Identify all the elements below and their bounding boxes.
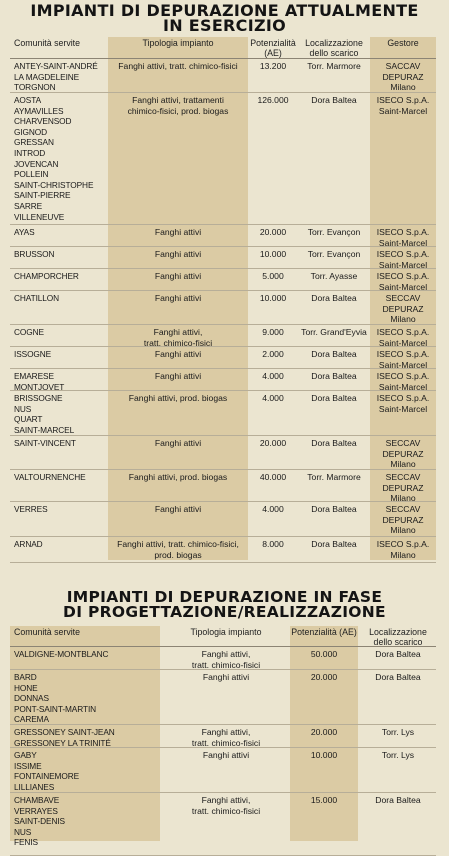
tipologia-line: Fanghi attivi, tratt. chimico-fisici, [117, 539, 239, 549]
cell-gestore [370, 349, 436, 370]
section1-title-line2: IN ESERCIZIO [162, 16, 287, 35]
cell-comunita [14, 504, 110, 515]
table-row [10, 725, 436, 748]
cell-localizzazione [298, 438, 370, 449]
localizzazione-line: Torr. Lys [381, 727, 415, 737]
cell-tipologia [108, 227, 248, 238]
comunita-line: INTROD [14, 147, 46, 158]
cell-potenzialita: 126.000 [257, 95, 289, 105]
table-row [10, 647, 436, 670]
comunita-line: QUART [14, 414, 43, 425]
cell-localizzazione [360, 727, 436, 738]
localizzazione-line: Dora Baltea [311, 371, 357, 381]
gestore-line: DEPURAZ [382, 482, 424, 493]
gestore-line: ISECO S.p.A. [376, 539, 430, 549]
comunita-line: BARD [14, 672, 37, 682]
cell-potenzialita: 9.000 [262, 327, 284, 337]
cell-comunita [14, 649, 154, 660]
comunita-line: JOVENCAN [14, 158, 59, 169]
comunita-line: SAINT-DENIS [14, 816, 65, 827]
tipologia-line: Fanghi attivi, [153, 327, 203, 337]
gestore-line: ISECO S.p.A. [376, 95, 430, 105]
tipologia-line: Fanghi attivi, [201, 795, 251, 805]
cell-potenzialita: 4.000 [262, 393, 284, 403]
cell-tipologia [165, 672, 287, 683]
comunita-line: CHATILLON [14, 293, 60, 303]
gestore-line: Milano [390, 493, 416, 504]
cell-potenzialita: 20.000 [259, 438, 287, 448]
header-localizzazione: Localizzazione dello scarico [305, 38, 363, 58]
cell-comunita [14, 750, 154, 792]
cell-potenzialita: 5.000 [262, 271, 284, 281]
gestore-line: Milano [390, 459, 416, 470]
cell-gestore [370, 504, 436, 536]
header-comunita: Comunità servite [14, 627, 81, 637]
localizzazione-line: Dora Baltea [375, 795, 421, 805]
tipologia-line: Fanghi attivi [154, 504, 202, 514]
comunita-line: VILLENEUVE [14, 211, 65, 222]
gestore-line: Saint-Marcel [378, 381, 428, 392]
localizzazione-line: Torr. Ayasse [310, 271, 358, 281]
gestore-line: SECCAV [385, 293, 421, 303]
table-row [10, 436, 436, 470]
gestore-line: ISECO S.p.A. [376, 349, 430, 359]
table-row [10, 347, 436, 369]
comunita-line: SAINT-PIERRE [14, 190, 71, 201]
comunita-line: GIGNOD [14, 126, 48, 137]
cell-tipologia [108, 61, 248, 72]
cell-tipologia [108, 95, 248, 116]
localizzazione-line: Dora Baltea [311, 539, 357, 549]
cell-comunita [14, 271, 110, 282]
header-localizzazione: Localizzazione dello scarico [369, 627, 427, 647]
section2-title [0, 590, 449, 620]
table-row [10, 670, 436, 725]
cell-localizzazione [298, 61, 370, 72]
cell-tipologia [108, 249, 248, 260]
gestore-line: Saint-Marcel [378, 281, 428, 292]
cell-localizzazione [298, 371, 370, 382]
cell-gestore [370, 539, 436, 560]
section1-title-line1: IMPIANTI DI DEPURAZIONE ATTUALMENTE [30, 1, 419, 20]
header-gestore: Gestore [387, 38, 419, 48]
gestore-line: Saint-Marcel [378, 403, 428, 414]
localizzazione-line: Torr. Marmore [307, 472, 361, 482]
cell-comunita [14, 349, 110, 360]
gestore-line: Saint-Marcel [378, 337, 428, 348]
tipologia-line: Fanghi attivi [154, 438, 202, 448]
tipologia-line: Fanghi attivi [154, 371, 202, 381]
tipologia-line: Fanghi attivi [154, 349, 202, 359]
comunita-line: LILLIANES [14, 781, 55, 792]
cell-tipologia [108, 271, 248, 282]
gestore-line: DEPURAZ [382, 303, 424, 314]
gestore-line: ISECO S.p.A. [376, 271, 430, 281]
comunita-line: SARRE [14, 200, 43, 211]
comunita-line: GABY [14, 750, 37, 760]
cell-potenzialita: 20.000 [310, 672, 338, 682]
section2-title-line2: DI PROGETTAZIONE/REALIZZAZIONE [63, 603, 386, 621]
localizzazione-line: Dora Baltea [375, 649, 421, 659]
cell-gestore [370, 472, 436, 504]
gestore-line: SECCAV [385, 438, 421, 448]
cell-potenzialita: 4.000 [262, 371, 284, 381]
cell-comunita [14, 727, 154, 748]
comunita-line: CHAMBAVE [14, 795, 60, 805]
table-row [10, 502, 436, 537]
comunita-line: ANTEY-SAINT-ANDRÉ [14, 61, 98, 71]
tipologia-line: Fanghi attivi [154, 271, 202, 281]
table-row [10, 59, 436, 93]
cell-tipologia [165, 727, 287, 748]
gestore-line: Saint-Marcel [378, 259, 428, 270]
cell-localizzazione [360, 795, 436, 806]
table-row [10, 537, 436, 563]
cell-gestore [370, 293, 436, 325]
table-header [10, 626, 436, 647]
cell-tipologia [165, 649, 287, 670]
cell-localizzazione [298, 271, 370, 282]
gestore-line: Milano [390, 525, 416, 536]
gestore-line: DEPURAZ [382, 71, 424, 82]
cell-potenzialita: 2.000 [262, 349, 284, 359]
gestore-line: ISECO S.p.A. [376, 249, 430, 259]
header-tipologia: Tipologia impianto [142, 38, 214, 48]
cell-gestore [370, 249, 436, 270]
tipologia-line: prod. biogas [154, 549, 202, 560]
cell-tipologia [108, 539, 248, 560]
table-row [10, 369, 436, 391]
cell-localizzazione [298, 293, 370, 304]
comunita-line: AYAS [14, 227, 35, 237]
gestore-line: SECCAV [385, 504, 421, 514]
comunita-line: HONE [14, 682, 38, 693]
cell-comunita [14, 795, 154, 848]
table-active-plants [10, 37, 436, 560]
comunita-line: GRESSONEY LA TRINITÉ [14, 737, 111, 748]
cell-potenzialita: 13.200 [259, 61, 287, 71]
cell-gestore [370, 327, 436, 348]
comunita-line: DONNAS [14, 693, 49, 704]
tipologia-line: Fanghi attivi, trattamenti [132, 95, 224, 105]
gestore-line: Saint-Marcel [378, 359, 428, 370]
localizzazione-line: Torr. Marmore [307, 61, 361, 71]
cell-potenzialita: 40.000 [259, 472, 287, 482]
tipologia-line: Fanghi attivi, [201, 649, 251, 659]
localizzazione-line: Dora Baltea [311, 349, 357, 359]
comunita-line: MONTJOVET [14, 381, 65, 392]
tipologia-line: tratt. chimico-fisici [191, 737, 261, 748]
header-comunita: Comunità servite [14, 38, 81, 48]
table-planned-plants [10, 626, 436, 848]
comunita-line: SAINT-MARCEL [14, 424, 75, 435]
cell-localizzazione [298, 393, 370, 404]
gestore-line: Milano [390, 82, 416, 93]
gestore-line: ISECO S.p.A. [376, 393, 430, 403]
cell-tipologia [108, 349, 248, 360]
tipologia-line: Fanghi attivi [202, 750, 250, 760]
gestore-line: SECCAV [385, 472, 421, 482]
cell-tipologia [108, 393, 248, 404]
cell-comunita [14, 327, 110, 338]
gestore-line: SACCAV [385, 61, 421, 71]
tipologia-line: tratt. chimico-fisici [143, 337, 213, 348]
table-row [10, 748, 436, 793]
comunita-line: TORGNON [14, 82, 56, 93]
table-row [10, 793, 436, 856]
cell-localizzazione [298, 327, 370, 338]
cell-comunita [14, 95, 110, 222]
comunita-line: NUS [14, 826, 32, 837]
header-potenzialita: Potenzialità (AE) [291, 627, 357, 637]
cell-tipologia [165, 750, 287, 761]
comunita-line: ISSIME [14, 760, 42, 771]
comunita-line: VALTOURNENCHE [14, 472, 86, 482]
comunita-line: VALDIGNE-MONTBLANC [14, 649, 109, 659]
cell-potenzialita: 10.000 [259, 249, 287, 259]
cell-gestore [370, 393, 436, 414]
comunita-line: SAINT-CHRISTOPHE [14, 179, 94, 190]
comunita-line: EMARESE [14, 371, 54, 381]
tipologia-line: Fanghi attivi [154, 293, 202, 303]
localizzazione-line: Dora Baltea [311, 95, 357, 105]
cell-potenzialita: 8.000 [262, 539, 284, 549]
cell-potenzialita: 20.000 [259, 227, 287, 237]
comunita-line: GRESSONEY SAINT-JEAN [14, 727, 115, 737]
tipologia-line: Fanghi attivi, tratt. chimico-fisici [118, 61, 238, 71]
comunita-line: PONT-SAINT-MARTIN [14, 703, 97, 714]
table-row [10, 291, 436, 325]
cell-comunita [14, 393, 110, 435]
cell-tipologia [108, 438, 248, 449]
cell-tipologia [108, 327, 248, 348]
gestore-line: ISECO S.p.A. [376, 327, 430, 337]
gestore-line: Milano [390, 314, 416, 325]
table-row [10, 225, 436, 247]
cell-gestore [370, 95, 436, 116]
gestore-line: ISECO S.p.A. [376, 227, 430, 237]
cell-tipologia [108, 371, 248, 382]
cell-tipologia [108, 472, 248, 483]
cell-comunita [14, 371, 110, 392]
comunita-line: NUS [14, 403, 32, 414]
comunita-line: VERRAYES [14, 805, 58, 816]
localizzazione-line: Dora Baltea [375, 672, 421, 682]
comunita-line: SAINT-VINCENT [14, 438, 76, 448]
comunita-line: BRUSSON [14, 249, 55, 259]
cell-localizzazione [298, 504, 370, 515]
cell-localizzazione [360, 750, 436, 761]
localizzazione-line: Torr. Evançon [307, 227, 361, 237]
table-row [10, 93, 436, 225]
cell-comunita [14, 472, 110, 483]
localizzazione-line: Torr. Evançon [307, 249, 361, 259]
tipologia-line: tratt. chimico-fisici [191, 659, 261, 670]
cell-comunita [14, 61, 110, 93]
cell-comunita [14, 227, 110, 238]
tipologia-line: Fanghi attivi [202, 672, 250, 682]
comunita-line: POLLEIN [14, 169, 49, 180]
localizzazione-line: Torr. Grand'Eyvia [301, 327, 367, 337]
cell-gestore [370, 61, 436, 93]
cell-potenzialita: 10.000 [310, 750, 338, 760]
cell-potenzialita: 15.000 [310, 795, 338, 805]
cell-tipologia [108, 504, 248, 515]
cell-localizzazione [360, 672, 436, 683]
cell-gestore [370, 371, 436, 392]
table-row [10, 391, 436, 436]
comunita-line: GRESSAN [14, 137, 54, 148]
tipologia-line: chimico-fisici, prod. biogas [127, 105, 229, 116]
cell-localizzazione [298, 249, 370, 260]
cell-comunita [14, 539, 110, 550]
tipologia-line: tratt. chimico-fisici [191, 805, 261, 816]
comunita-line: LA MAGDELEINE [14, 71, 80, 82]
gestore-line: DEPURAZ [382, 448, 424, 459]
comunita-line: CHAMPORCHER [14, 271, 79, 281]
cell-potenzialita: 4.000 [262, 504, 284, 514]
comunita-line: AOSTA [14, 95, 42, 105]
comunita-line: CHARVENSOD [14, 116, 72, 127]
comunita-line: FENIS [14, 837, 38, 848]
cell-comunita [14, 293, 110, 304]
comunita-line: FONTAINEMORE [14, 771, 80, 782]
cell-comunita [14, 249, 110, 260]
header-tipologia: Tipologia impianto [190, 627, 262, 637]
cell-localizzazione [360, 649, 436, 660]
gestore-line: Saint-Marcel [378, 237, 428, 248]
table-row [10, 247, 436, 269]
tipologia-line: Fanghi attivi [154, 249, 202, 259]
table-header [10, 37, 436, 59]
gestore-line: Saint-Marcel [378, 105, 428, 116]
gestore-line: Milano [390, 549, 416, 560]
tipologia-line: Fanghi attivi, prod. biogas [128, 472, 228, 482]
comunita-line: VERRES [14, 504, 48, 514]
cell-localizzazione [298, 349, 370, 360]
section1-title [0, 3, 449, 33]
table-row [10, 325, 436, 347]
cell-tipologia [108, 293, 248, 304]
cell-potenzialita: 10.000 [259, 293, 287, 303]
comunita-line: ISSOGNE [14, 349, 52, 359]
localizzazione-line: Dora Baltea [311, 293, 357, 303]
tipologia-line: Fanghi attivi [154, 227, 202, 237]
tipologia-line: Fanghi attivi, [201, 727, 251, 737]
comunita-line: BRISSOGNE [14, 393, 63, 403]
cell-tipologia [165, 795, 287, 816]
cell-localizzazione [298, 227, 370, 238]
cell-gestore [370, 438, 436, 470]
cell-localizzazione [298, 539, 370, 550]
comunita-line: AYMAVILLES [14, 105, 64, 116]
table-row [10, 470, 436, 502]
gestore-line: DEPURAZ [382, 514, 424, 525]
section2-title-line1: IMPIANTI DI DEPURAZIONE IN FASE [66, 588, 383, 606]
tipologia-line: Fanghi attivi, prod. biogas [128, 393, 228, 403]
localizzazione-line: Dora Baltea [311, 504, 357, 514]
cell-comunita [14, 438, 110, 449]
cell-localizzazione [298, 472, 370, 483]
table-row [10, 269, 436, 291]
cell-comunita [14, 672, 154, 725]
localizzazione-line: Dora Baltea [311, 393, 357, 403]
header-potenzialita: Potenzialità (AE) [250, 38, 296, 58]
cell-localizzazione [298, 95, 370, 106]
localizzazione-line: Torr. Lys [381, 750, 415, 760]
comunita-line: ARNAD [14, 539, 43, 549]
localizzazione-line: Dora Baltea [311, 438, 357, 448]
cell-potenzialita: 50.000 [310, 649, 338, 659]
comunita-line: COGNE [14, 327, 44, 337]
comunita-line: CAREMA [14, 714, 49, 725]
gestore-line: ISECO S.p.A. [376, 371, 430, 381]
cell-gestore [370, 271, 436, 292]
cell-gestore [370, 227, 436, 248]
cell-potenzialita: 20.000 [310, 727, 338, 737]
